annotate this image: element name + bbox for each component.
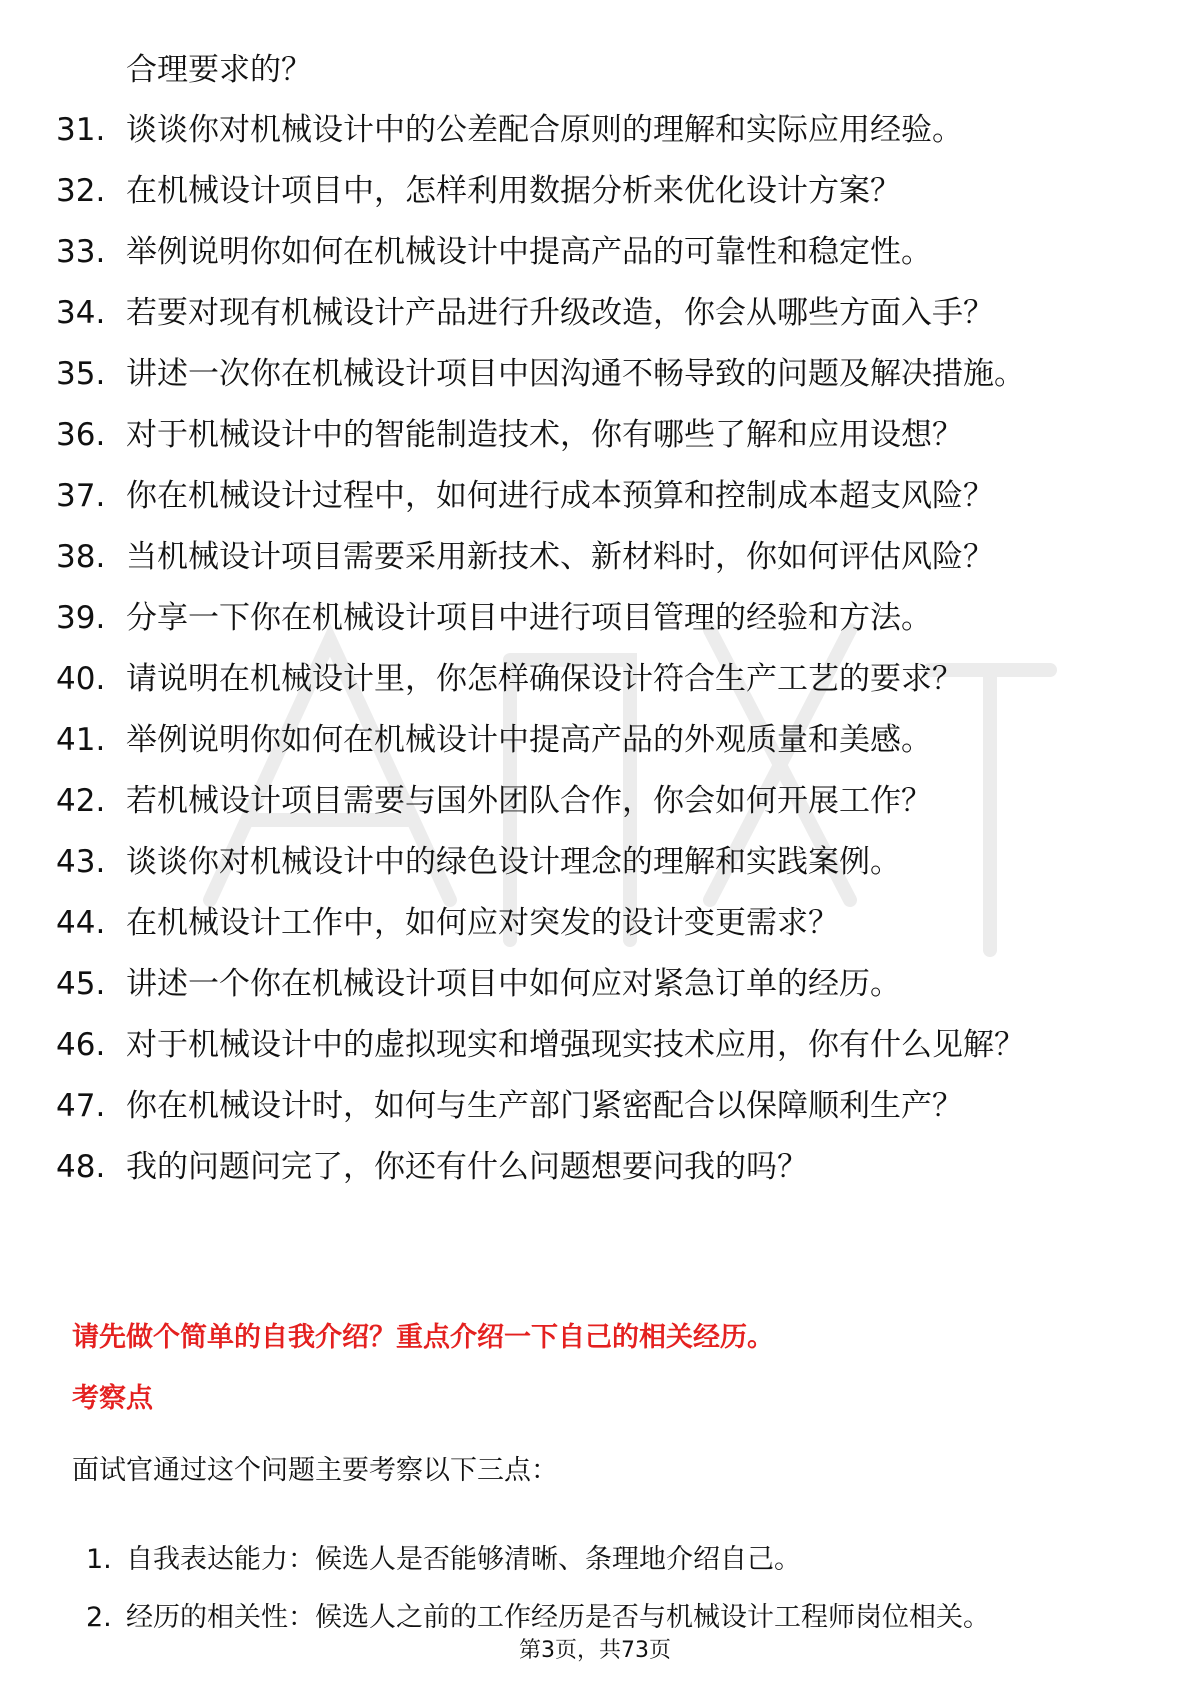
item-number: 45.	[56, 966, 106, 1002]
item-number: 2.	[86, 1602, 112, 1633]
list-item	[56, 232, 1116, 272]
item-text: 若机械设计项目需要与国外团队合作，你会如何开展工作？	[126, 783, 932, 819]
item-text: 在机械设计工作中，如何应对突发的设计变更需求？	[126, 905, 839, 941]
item-number: 37.	[56, 478, 106, 514]
item-number: 44.	[56, 905, 106, 941]
question-continuation: 合理要求的？	[126, 52, 312, 88]
item-number: 41.	[56, 722, 106, 758]
list-item	[56, 1025, 1116, 1065]
item-number: 47.	[56, 1088, 106, 1124]
question-list	[56, 110, 1116, 1208]
list-item	[56, 415, 1116, 455]
item-text: 分享一下你在机械设计项目中进行项目管理的经验和方法。	[126, 600, 932, 636]
item-number: 40.	[56, 661, 106, 697]
item-text: 若要对现有机械设计产品进行升级改造，你会从哪些方面入手？	[126, 295, 994, 331]
item-number: 43.	[56, 844, 106, 880]
item-number: 48.	[56, 1149, 106, 1185]
page-footer: 第3页，共73页	[519, 1638, 671, 1663]
list-item	[56, 354, 1116, 394]
item-text: 谈谈你对机械设计中的公差配合原则的理解和实际应用经验。	[126, 112, 963, 148]
item-number: 1.	[86, 1544, 112, 1575]
list-item	[86, 1541, 1126, 1579]
item-number: 42.	[56, 783, 106, 819]
item-number: 34.	[56, 295, 106, 331]
item-text: 在机械设计项目中，怎样利用数据分析来优化设计方案？	[126, 173, 901, 209]
list-item	[56, 598, 1116, 638]
list-item	[56, 476, 1116, 516]
list-item	[56, 1086, 1116, 1126]
list-item	[86, 1599, 1126, 1637]
item-text: 讲述一个你在机械设计项目中如何应对紧急订单的经历。	[126, 966, 901, 1002]
item-text: 举例说明你如何在机械设计中提高产品的外观质量和美感。	[126, 722, 932, 758]
question-title: 请先做个简单的自我介绍？重点介绍一下自己的相关经历。	[72, 1322, 774, 1353]
item-text: 当机械设计项目需要采用新技术、新材料时，你如何评估风险？	[126, 539, 994, 575]
list-item	[56, 537, 1116, 577]
list-item	[56, 903, 1116, 943]
list-item	[56, 110, 1116, 150]
intro-text: 面试官通过这个问题主要考察以下三点：	[72, 1455, 558, 1486]
item-number: 39.	[56, 600, 106, 636]
item-number: 36.	[56, 417, 106, 453]
item-number: 32.	[56, 173, 106, 209]
list-item	[56, 1147, 1116, 1187]
item-text: 经历的相关性：候选人之前的工作经历是否与机械设计工程师岗位相关。	[126, 1602, 990, 1633]
item-number: 35.	[56, 356, 106, 392]
list-item	[56, 659, 1116, 699]
list-item	[56, 720, 1116, 760]
list-item	[56, 293, 1116, 333]
item-text: 请说明在机械设计里，你怎样确保设计符合生产工艺的要求？	[126, 661, 963, 697]
item-number: 38.	[56, 539, 106, 575]
section-heading: 考察点	[72, 1383, 153, 1414]
item-number: 33.	[56, 234, 106, 270]
item-text: 对于机械设计中的虚拟现实和增强现实技术应用，你有什么见解？	[126, 1027, 1025, 1063]
item-text: 对于机械设计中的智能制造技术，你有哪些了解和应用设想？	[126, 417, 963, 453]
item-text: 我的问题问完了，你还有什么问题想要问我的吗？	[126, 1149, 808, 1185]
list-item	[56, 964, 1116, 1004]
item-text: 你在机械设计过程中，如何进行成本预算和控制成本超支风险？	[126, 478, 994, 514]
list-item	[56, 842, 1116, 882]
item-text: 自我表达能力：候选人是否能够清晰、条理地介绍自己。	[126, 1544, 801, 1575]
item-text: 举例说明你如何在机械设计中提高产品的可靠性和稳定性。	[126, 234, 932, 270]
item-number: 31.	[56, 112, 106, 148]
list-item	[56, 781, 1116, 821]
item-text: 你在机械设计时，如何与生产部门紧密配合以保障顺利生产？	[126, 1088, 963, 1124]
item-text: 谈谈你对机械设计中的绿色设计理念的理解和实践案例。	[126, 844, 901, 880]
item-text: 讲述一次你在机械设计项目中因沟通不畅导致的问题及解决措施。	[126, 356, 1025, 392]
list-item	[56, 171, 1116, 211]
item-number: 46.	[56, 1027, 106, 1063]
